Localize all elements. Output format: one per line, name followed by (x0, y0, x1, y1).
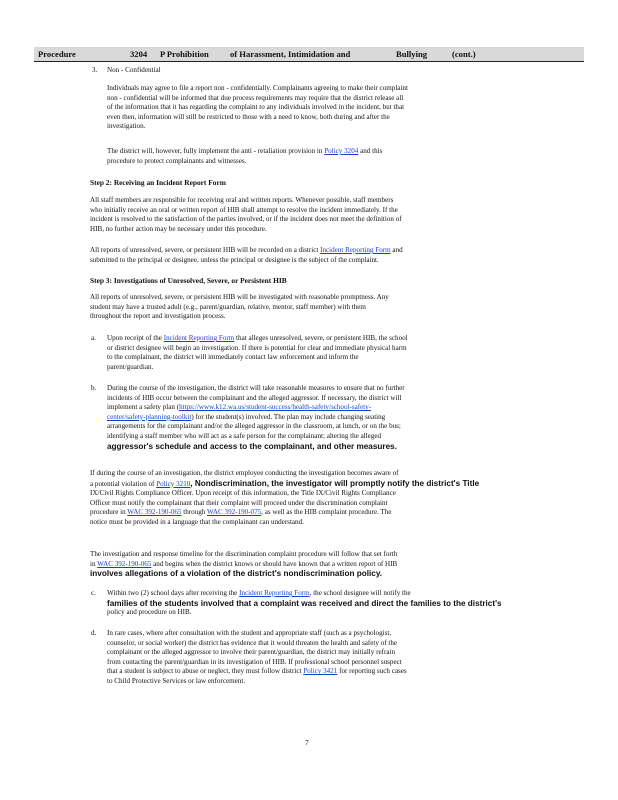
text-line (107, 667, 575, 677)
text-line: investigation. (107, 122, 146, 131)
text-line (90, 246, 576, 256)
text-run: implement a safety plan ( (107, 403, 180, 412)
text-line: student may have a trusted adult (e.g., parent/guardian, relative, mentor, staff member) with them (90, 302, 366, 311)
item-3-paragraph-1 (107, 84, 575, 132)
item-3-title: Non - Confidential (107, 66, 161, 74)
item-b-marker: b. (91, 384, 97, 392)
wac-392-190-075-link[interactable]: WAC 392-190-075 (206, 508, 262, 517)
page-number: 7 (305, 738, 309, 747)
text-run: Within two (2) school days after receiving the (107, 589, 240, 597)
step-2-paragraph-1 (90, 196, 576, 234)
procedure-header-bar (34, 47, 584, 62)
item-a-text (107, 334, 575, 372)
policy-3210-link[interactable]: Policy 3210 (156, 479, 191, 488)
incident-reporting-form-link[interactable]: Incident Reporting Form (163, 334, 235, 342)
item-b-text (107, 384, 575, 451)
text-line: The investigation and response timeline for the discrimination complaint procedure will follow that set forth (90, 550, 398, 558)
item-3-marker: 3. (92, 66, 98, 74)
text-line (107, 403, 575, 413)
text-line (107, 589, 575, 599)
text-line: non - confidential will be informed that due process requirements may require that the district release all (107, 93, 404, 102)
text-line: During the course of the investigation, the district will take reasonable measures to ensure that no further (107, 384, 405, 392)
step-3-paragraph-1 (90, 293, 576, 322)
item-a-marker: a. (91, 334, 96, 342)
header-cont-label: (cont.) (452, 49, 476, 59)
text-line (90, 508, 576, 518)
text-line: notice must be provided in a language that the complainant can understand. (90, 517, 304, 526)
text-run: The district will, however, fully implement the anti - retaliation provision in (107, 147, 325, 155)
step-3-paragraph-2 (90, 469, 576, 528)
incident-reporting-form-link[interactable]: Incident Reporting Form (239, 589, 310, 597)
text-run: , as well as the HIB complaint procedure. The (261, 508, 392, 517)
step-3-paragraph-3 (90, 550, 576, 579)
item-c-marker: c. (91, 589, 96, 597)
text-line: identifying a staff member who will act as a safe person for the complainant; altering the alleged (107, 431, 382, 440)
text-line: from contacting the parent/guardian in its investigation of HIB. If professional school personnel suspect (107, 657, 402, 666)
text-run: a potential violation of (90, 479, 157, 488)
item-c-text (107, 589, 575, 618)
incident-reporting-form-link[interactable]: Incident Reporting Form (320, 246, 391, 254)
header-procedure-label: Procedure (38, 49, 76, 59)
text-run: that alleges unresolved, severe, or persistent HIB, the school (234, 334, 408, 342)
text-line: complainant or the alleged aggressor to involve their parent/guardian, the district may initially refrain (107, 648, 395, 657)
text-line: In rare cases, where after consultation with the student and appropriate staff (such as a psychologist, (107, 629, 392, 637)
header-title-part-1: P Prohibition (160, 49, 209, 59)
item-d-text (107, 629, 575, 687)
step-2-heading: Step 2: Receiving an Incident Report Form (90, 178, 226, 187)
text-line: policy and procedure on HIB. (107, 608, 192, 617)
text-run: procedure in (90, 508, 128, 517)
text-line: Officer must notify the complainant that their complaint will proceed under the discrimination complaint (90, 498, 388, 507)
text-line: involves allegations of a violation of the district's nondiscrimination policy. (90, 569, 383, 579)
text-run: Upon receipt of the (107, 334, 164, 342)
text-line: even then, information will still be restricted to those with a need to know, both during and after the (107, 112, 390, 121)
text-line (90, 560, 576, 570)
text-line: who initially receive an oral or written report of HIB shall attempt to resolve the incident immediately. If the (90, 205, 398, 214)
wac-392-190-065-link[interactable]: WAC 392-190-065 (127, 508, 182, 517)
safety-planning-toolkit-link[interactable]: https://www.k12.wa.us/student-success/health-safety/school-safety- (179, 403, 372, 412)
text-line: Individuals may agree to file a report non - confidentially. Complainants agreeing to make their complaint (107, 84, 408, 92)
text-line (90, 479, 576, 490)
item-3-paragraph-2 (107, 147, 575, 166)
text-line: All reports of unresolved, severe, or persistent HIB will be investigated with reasonable promptness. Any (90, 293, 389, 301)
text-run: and (390, 246, 403, 254)
text-line (107, 147, 575, 157)
text-run: , the school designee will notify the (309, 589, 411, 597)
policy-3204-link[interactable]: Policy 3204 (324, 147, 359, 155)
item-d-marker: d. (91, 629, 97, 637)
header-title-part-3: Bullying (396, 49, 428, 59)
text-line: to the complainant, the district will immediately contact law enforcement and inform the (107, 353, 359, 362)
text-run: and begins when the district knows or should have known that a written report of HIB (151, 559, 398, 568)
text-line (107, 334, 575, 344)
text-run: for reporting such cases (337, 667, 407, 676)
text-line: families of the students involved that a complaint was received and direct the families to the district's (107, 598, 502, 608)
text-line: counselor, or social worker) the district has evidence that it would threaten the health and safety of the (107, 638, 398, 647)
text-run: that a student is subject to abuse or neglect, they must follow district (107, 667, 304, 676)
text-line: throughout the report and investigation process. (90, 312, 226, 321)
step-2-paragraph-2 (90, 246, 576, 265)
text-line: aggressor's schedule and access to the complainant, and other measures. (107, 441, 397, 451)
wac-392-190-065-link[interactable]: WAC 392-190-065 (97, 559, 152, 568)
safety-planning-toolkit-link-continued[interactable]: center/safety-planning-toolkit (107, 412, 192, 421)
text-line: IX/Civil Rights Compliance Officer. Upon receipt of this information, the Title IX/Civil Rights Compliance (90, 489, 396, 498)
text-run: in (90, 559, 98, 568)
text-line: parent/guardian. (107, 362, 154, 371)
text-line (107, 413, 575, 423)
text-line: HIB, no further action may be necessary under this procedure. (90, 224, 267, 233)
text-line: to Child Protective Services or law enforcement. (107, 676, 246, 685)
text-line: incidents of HIB occur between the complainant and the alleged aggressor. If necessary, the district will (107, 393, 402, 402)
text-line: submitted to the principal or designee, unless the principal or designee is the subject of the complaint. (90, 255, 379, 264)
text-line: of the information that it has regarding the complaint to any individuals involved in the incident, but that (107, 103, 405, 112)
text-line: arrangements for the complainant and/or the alleged aggressor in the classroom, at lunch, or on the bus; (107, 422, 401, 431)
text-line: All staff members are responsible for receiving oral and written reports. Whenever possible, staff members (90, 196, 394, 204)
text-line: procedure to protect complainants and witnesses. (107, 156, 247, 165)
header-procedure-number: 3204 (130, 49, 148, 59)
text-run: ) for the student(s) involved. The plan may include changing seating (191, 412, 386, 421)
text-line: incident is resolved to the satisfaction of the parties involved, or if the incident does not meet the definition of (90, 215, 402, 224)
step-3-heading: Step 3: Investigations of Unresolved, Severe, or Persistent HIB (90, 276, 287, 285)
text-run: , Nondiscrimination, the investigator will promptly notify the district's Title (190, 478, 480, 488)
text-run: All reports of unresolved, severe, or persistent HIB will be recorded on a district (90, 246, 321, 254)
text-line: or district designee will begin an investigation. If there is potential for clear and immediate physical harm (107, 343, 407, 352)
text-run: and this (358, 147, 383, 155)
policy-3421-link[interactable]: Policy 3421 (303, 667, 338, 676)
text-line: If during the course of an investigation, the district employee conducting the investigation becomes aware of (90, 469, 399, 477)
text-run: through (181, 508, 207, 517)
header-title-part-2: of Harassment, Intimidation and (230, 49, 351, 59)
